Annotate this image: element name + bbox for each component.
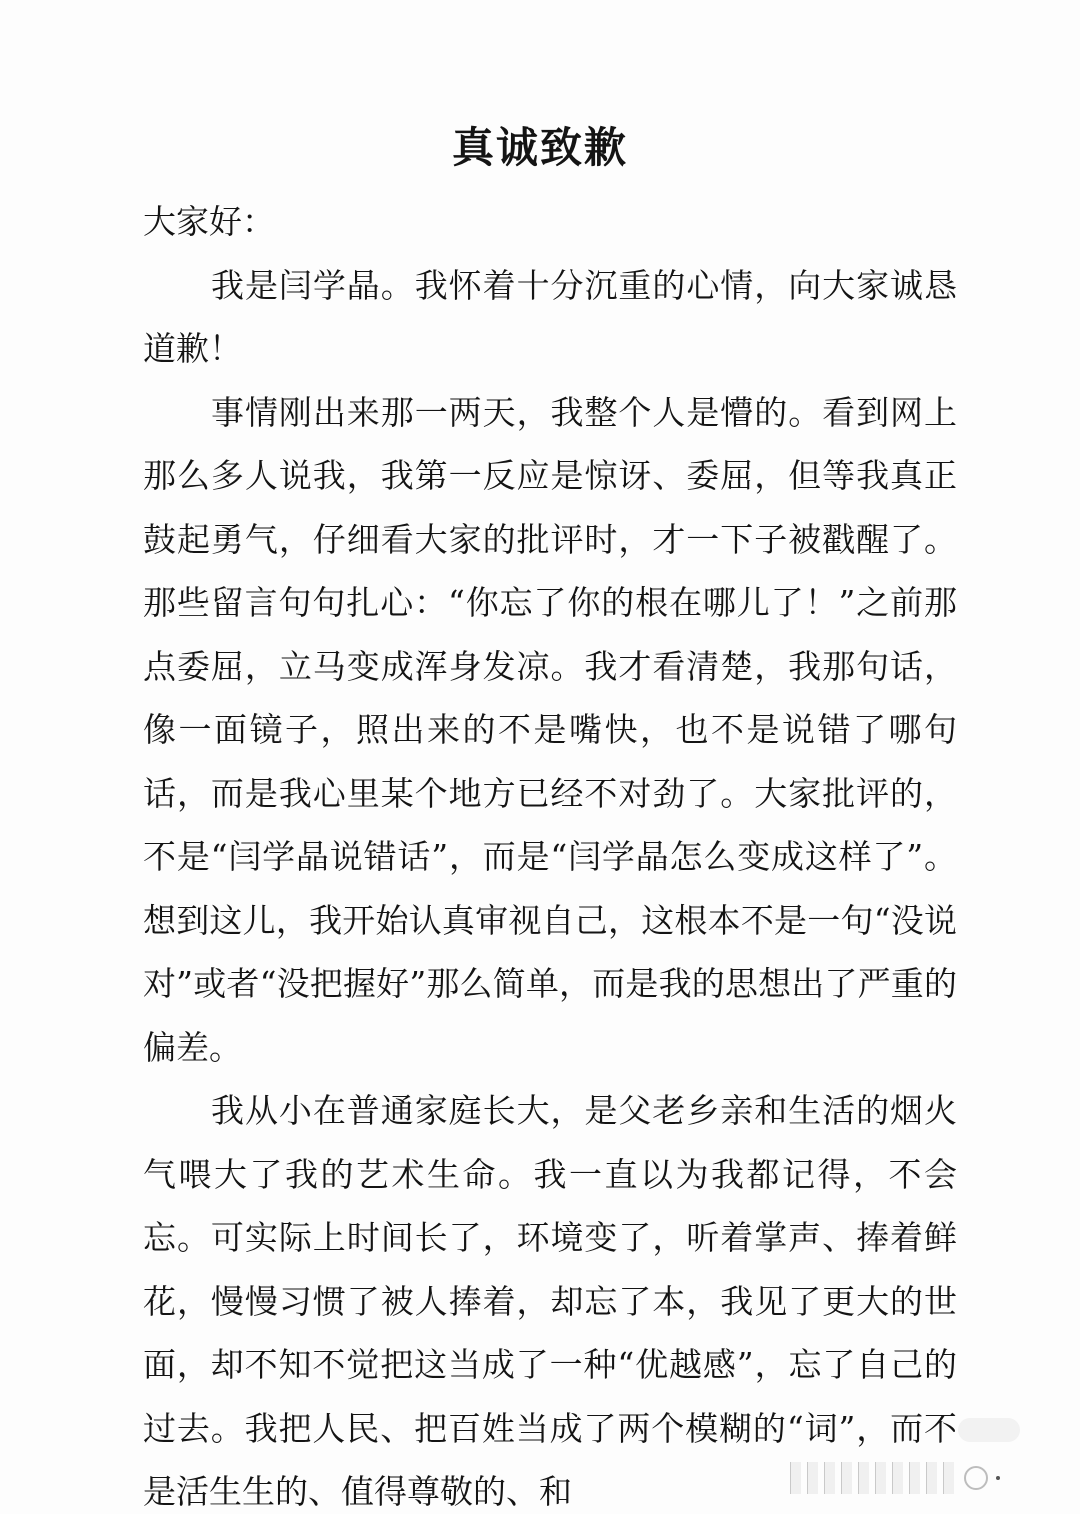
paragraph-2: 事情刚出来那一两天，我整个人是懵的。看到网上那么多人说我，我第一反应是惊讶、委屈，但等我真正鼓起勇气，仔细看大家的批评时，才一下子被戳醒了。那些留言句句扎心：“你忘了你的根在哪儿了！”之前那点委屈，立马变成浑身发凉。我才看清楚，我那句话，像一面镜子，照出来的不是嘴快，也不是说错了哪句话，而是我心里某个地方已经不对劲了。大家批评的，不是“闫学晶说错话”，而是“闫学晶怎么变成这样了”。想到这儿，我开始认真审视自己，这根本不是一句“没说对”或者“没把握好”那么简单，而是我的思想出了严重的偏差。 (143, 392, 957, 1067)
strip-bar (943, 1462, 954, 1494)
strip-bar (875, 1462, 886, 1494)
watermark-badge (958, 1418, 1020, 1442)
strip-bar (909, 1462, 920, 1494)
strip-bar (807, 1462, 818, 1494)
strip-bar (790, 1462, 801, 1494)
paragraph-3: 我从小在普通家庭长大，是父老乡亲和生活的烟火气喂大了我的艺术生命。我一直以为我都记得，不会忘。可实际上时间长了，环境变了，听着掌声、捧着鲜花，慢慢习惯了被人捧着，却忘了本，我见了更大的世面，却不知不觉把这当成了一种“优越感”，忘了自己的过去。我把人民、把百姓当成了两个模糊的“词”，而不是活生生的、值得尊敬的、和 (143, 1091, 957, 1511)
strip-bar (892, 1462, 903, 1494)
document-body (143, 190, 957, 1524)
circle-icon (964, 1466, 988, 1490)
bottom-overlay-strip (790, 1458, 1054, 1498)
paragraph-1: 我是闫学晶。我怀着十分沉重的心情，向大家诚恳道歉！ (143, 265, 957, 368)
dot-icon (996, 1476, 1000, 1480)
strip-bar (926, 1462, 937, 1494)
greeting: 大家好： (143, 202, 275, 241)
strip-bar (841, 1462, 852, 1494)
strip-bar (824, 1462, 835, 1494)
document-title: 真诚致歉 (451, 123, 628, 172)
strip-bar (858, 1462, 869, 1494)
